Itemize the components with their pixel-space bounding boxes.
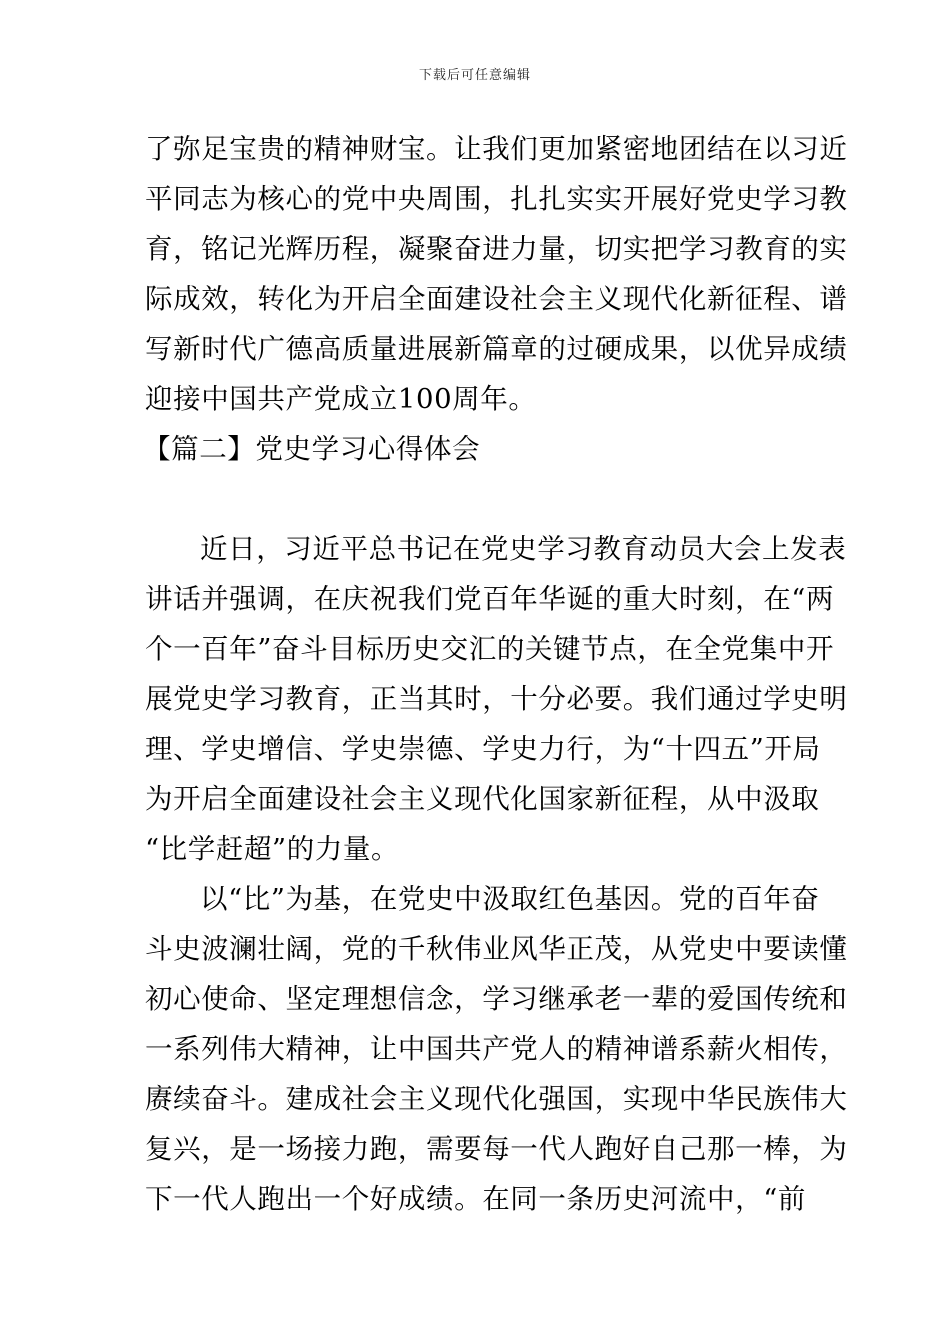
paragraph-2 (145, 874, 848, 1224)
blank-line (145, 474, 807, 524)
text-line: 复兴，是一场接力跑，需要每一代人跑好自己那一棒，为 (145, 1133, 848, 1165)
text-line: 展党史学习教育，正当其时，十分必要。我们通过学史明 (145, 683, 848, 715)
text-line: 近日，习近平总书记在党史学习教育动员大会上发表 (200, 533, 847, 565)
text-line: 一系列伟大精神，让中国共产党人的精神谱系薪火相传， (145, 1033, 848, 1065)
text-line: “比学赶超”的力量。 (145, 833, 400, 865)
text-line: 写新时代广德高质量进展新篇章的过硬成果，以优异成绩 (145, 333, 848, 365)
text-line: 斗史波澜壮阔，党的千秋伟业风华正茂，从党史中要读懂 (145, 933, 848, 965)
section1-paragraph (145, 124, 848, 424)
text-line: 了弥足宝贵的精神财宝。让我们更加紧密地团结在以习近 (145, 133, 848, 165)
text-line: 际成效，转化为开启全面建设社会主义现代化新征程、谱 (145, 283, 848, 315)
page-header: 下载后可任意编辑 (418, 68, 531, 83)
text-line: 下一代人跑出一个好成绩。在同一条历史河流中，“前 (145, 1183, 806, 1215)
text-line: 理、学史增信、学史崇德、学史力行，为“十四五”开局 (145, 733, 821, 765)
text-line: 以“比”为基，在党史中汲取红色基因。党的百年奋 (200, 883, 820, 915)
text-line: 平同志为核心的党中央周围，扎扎实实开展好党史学习教 (145, 183, 848, 215)
text-line: 迎接中国共产党成立100周年。 (145, 383, 537, 415)
paragraph-1 (145, 524, 848, 874)
text-line: 初心使命、坚定理想信念，学习继承老一辈的爱国传统和 (145, 983, 848, 1015)
text-line: 赓续奋斗。建成社会主义现代化强国，实现中华民族伟大 (145, 1083, 848, 1115)
text-line: 为开启全面建设社会主义现代化国家新征程，从中汲取 (145, 783, 820, 815)
document-body (143, 124, 848, 1224)
text-line: 个一百年”奋斗目标历史交汇的关键节点，在全党集中开 (145, 633, 835, 665)
text-line: 讲话并强调，在庆祝我们党百年华诞的重大时刻，在“两 (145, 583, 835, 615)
section-heading: 【篇二】党史学习心得体会 (143, 433, 481, 465)
text-line: 育，铭记光辉历程，凝聚奋进力量，切实把学习教育的实 (145, 233, 848, 265)
